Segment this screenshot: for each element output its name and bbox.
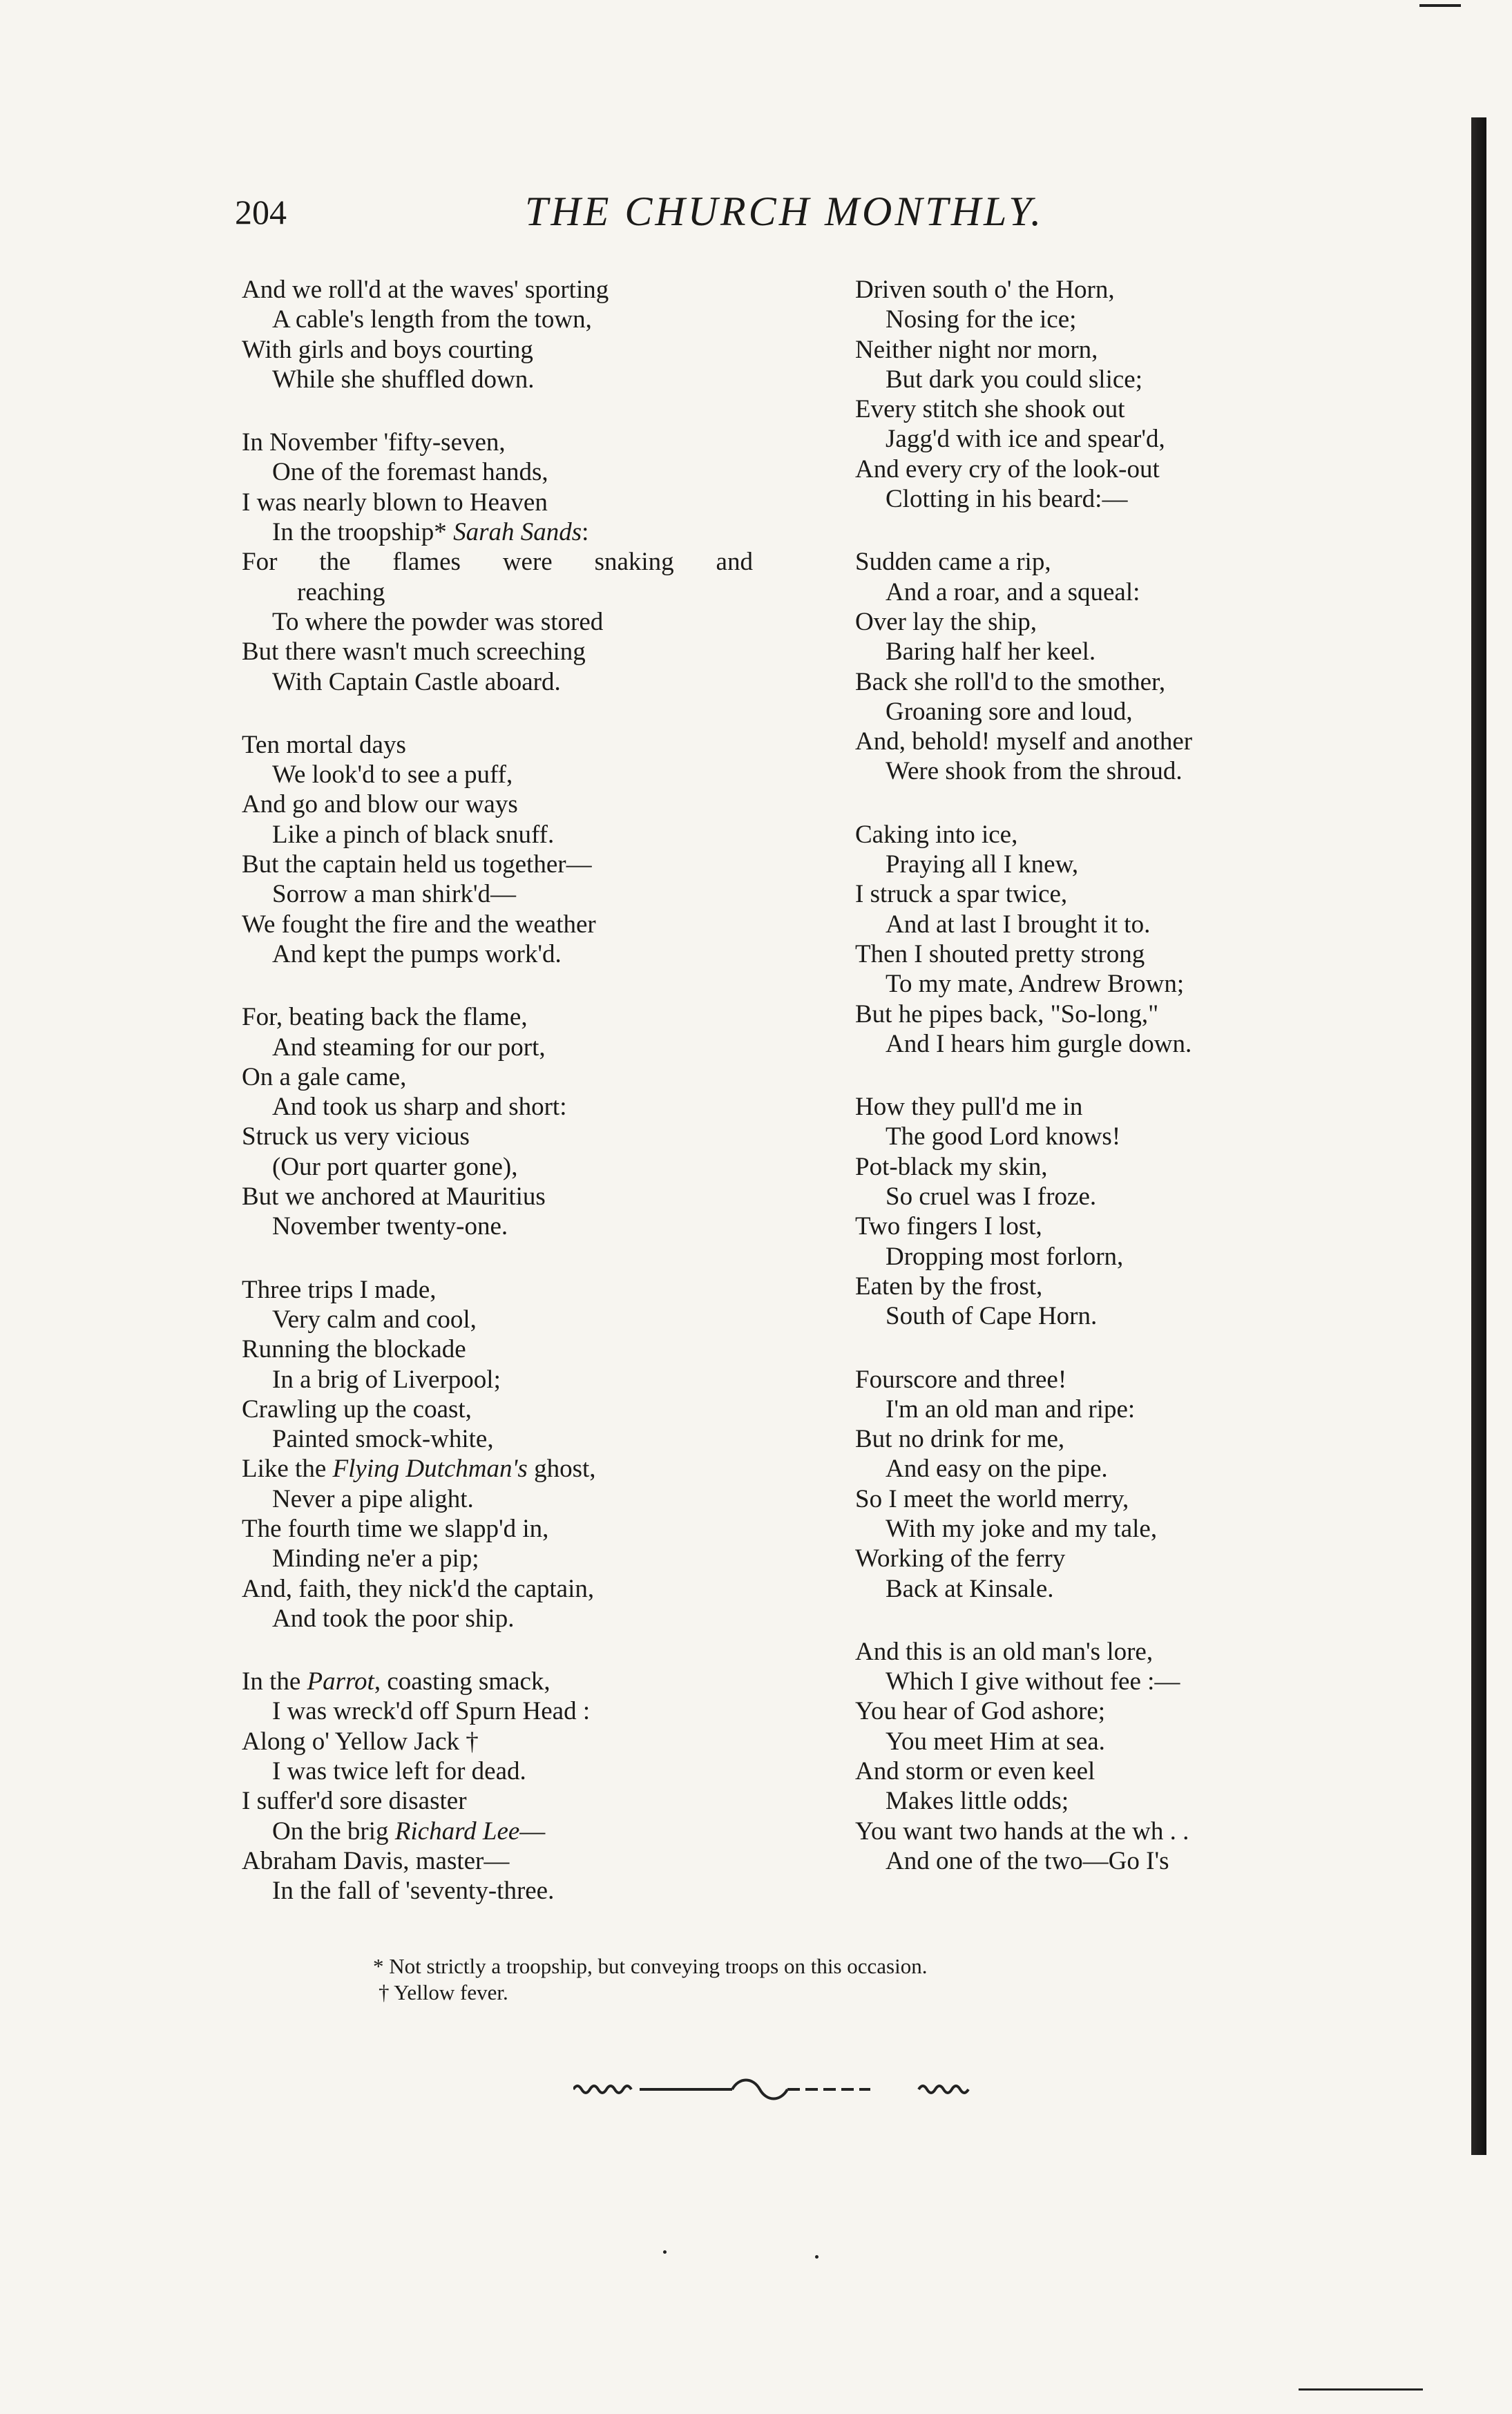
poem-line: You hear of God ashore; [855,1697,1106,1726]
edge-mark-dot [663,2250,667,2254]
poem-line: But he pipes back, "So-long," [855,999,1159,1028]
stanza [242,1002,781,1241]
stanza [242,275,781,394]
poem-line: The fourth time we slapp'd in, [242,1514,549,1543]
poem-line: We fought the fire and the weather [242,910,596,939]
poem-line: I suffer'd sore disaster [242,1787,467,1816]
stanza [242,428,781,697]
stanza [242,730,781,969]
ornament-divider [573,2076,974,2103]
poem-line: Abraham Davis, master— [242,1846,510,1875]
poem-line: So cruel was I froze. [886,1182,1097,1211]
poem-line: But the captain held us together— [242,850,592,879]
poem-line: But no drink for me, [855,1425,1065,1454]
poem-line: I was twice left for dead. [272,1757,526,1786]
poem-line: Eaten by the frost, [855,1272,1043,1301]
running-title: THE CHURCH MONTHLY. [525,189,1044,234]
poem-line: reaching [297,577,385,606]
poem-line: Crawling up the coast, [242,1395,472,1424]
footnotes [373,1953,927,2006]
poem-line: To my mate, Andrew Brown; [886,970,1185,999]
poem-line: But there wasn't much screeching [242,638,586,667]
poem-line: I'm an old man and ripe: [886,1395,1136,1424]
binding-shadow [1471,117,1486,2155]
poem-line: South of Cape Horn. [886,1302,1098,1331]
poem-line: And one of the two—Go I's [886,1846,1169,1875]
poem-line: Working of the ferry [855,1544,1066,1573]
stanza [855,1365,1352,1604]
poem-line: Two fingers I lost, [855,1212,1042,1241]
poem-line: Like a pinch of black snuff. [272,820,555,849]
poem-line: And a roar, and a squeal: [886,577,1140,606]
poem-line: And go and blow our ways [242,790,518,819]
poem-line: Sorrow a man shirk'd— [272,880,516,909]
poem-line: Over lay the ship, [855,607,1037,636]
poem-line: Three trips I made, [242,1275,437,1304]
poem-line: Baring half her keel. [886,638,1096,667]
poem-line: In a brig of Liverpool; [272,1365,501,1394]
poem-line: And we roll'd at the waves' sporting [242,276,609,304]
poem-line: And, behold! myself and another [855,727,1193,756]
poem-line: Driven south o' the Horn, [855,276,1115,304]
poem-line: Neither night nor morn, [855,335,1098,364]
poem-line: And every cry of the look-out [855,454,1160,483]
poem-line: Never a pipe alight. [272,1484,474,1513]
poem-line: While she shuffled down. [272,365,535,394]
edge-mark-dot [815,2255,819,2259]
poem-line: With girls and boys courting [242,335,533,364]
poem-line: I struck a spar twice, [855,880,1068,909]
poem-line: For, beating back the flame, [242,1003,528,1032]
poem-line: Painted smock-white, [272,1425,494,1454]
poem-line: I was nearly blown to Heaven [242,488,548,517]
poem-line: And storm or even keel [855,1757,1095,1786]
stanza [242,1667,781,1906]
poem-line: You meet Him at sea. [886,1727,1105,1756]
poem-line: How they pull'd me in [855,1093,1083,1122]
poem-line: And easy on the pipe. [886,1455,1108,1484]
stanza [855,1092,1352,1331]
stanza [855,1637,1352,1876]
poem-line: Makes little odds; [886,1787,1069,1816]
left-poem-column [242,275,781,1939]
poem-line: Caking into ice, [855,820,1018,849]
edge-mark-bottom [1299,2388,1423,2391]
poem-line: With my joke and my tale, [886,1514,1158,1543]
footnote-troopship: * Not strictly a troopship, but conveying troops on this occasion. [373,1954,928,1978]
poem-line: One of the foremast hands, [272,458,548,487]
poem-line: Minding ne'er a pip; [272,1544,479,1573]
poem-line: To where the powder was stored [272,607,604,636]
stanza [855,547,1352,786]
poem-line: Nosing for the ice; [886,305,1077,334]
poem-line: In November 'fifty-seven, [242,428,506,457]
poem-line: Jagg'd with ice and spear'd, [886,425,1165,454]
poem-line: In the Parrot, coasting smack, [242,1667,551,1696]
poem-line: And took us sharp and short: [272,1093,567,1122]
poem-line: But we anchored at Mauritius [242,1182,546,1211]
poem-line: Dropping most forlorn, [886,1242,1124,1271]
poem-line: In the fall of 'seventy-three. [272,1877,555,1906]
poem-line: Ten mortal days [242,730,406,759]
footnote-yellow-fever: † Yellow fever. [379,1980,508,2004]
poem-line: And, faith, they nick'd the captain, [242,1574,595,1603]
stanza [855,275,1352,514]
poem-line: And kept the pumps work'd. [272,939,562,968]
poem-line: Back she roll'd to the smother, [855,667,1166,696]
poem-line: Fourscore and three! [855,1365,1067,1394]
right-poem-column [855,275,1352,1909]
poem-line: In the troopship* Sarah Sands: [272,518,589,547]
poem-line: Along o' Yellow Jack † [242,1727,479,1756]
poem-line: Sudden came a rip, [855,548,1051,577]
poem-line: Were shook from the shroud. [886,757,1183,786]
poem-line: (Our port quarter gone), [272,1152,518,1181]
poem-line: Groaning sore and loud, [886,697,1133,726]
poem-line: With Captain Castle aboard. [272,667,561,696]
page-header [235,185,1285,247]
poem-line: Running the blockade [242,1335,466,1364]
poem-line: So I meet the world merry, [855,1484,1129,1513]
poem-line: Back at Kinsale. [886,1574,1054,1603]
poem-line: And at last I brought it to. [886,910,1151,939]
poem-line: Struck us very vicious [242,1122,470,1151]
poem-line: And took the poor ship. [272,1604,515,1633]
poem-line: On a gale came, [242,1062,407,1091]
poem-line: You want two hands at the wh . . [855,1817,1189,1846]
poem-line: For the flames were snaking and [242,548,753,577]
poem-line: Praying all I knew, [886,850,1079,879]
poem-line: The good Lord knows! [886,1122,1121,1151]
poem-line: Very calm and cool, [272,1305,477,1334]
page-number: 204 [235,193,287,231]
poem-line: And I hears him gurgle down. [886,1029,1192,1058]
poem-line: Every stitch she shook out [855,395,1125,424]
poem-line: And steaming for our port, [272,1033,546,1062]
poem-line: A cable's length from the town, [272,305,592,334]
stanza [855,820,1352,1059]
poem-line: Then I shouted pretty strong [855,939,1145,968]
poem-line: Pot-black my skin, [855,1152,1048,1181]
poem-line: I was wreck'd off Spurn Head : [272,1697,591,1726]
poem-line: We look'd to see a puff, [272,760,513,789]
stanza [242,1275,781,1634]
poem-line: And this is an old man's lore, [855,1637,1154,1666]
edge-mark-top [1419,4,1461,7]
poem-line: But dark you could slice; [886,365,1142,394]
poem-line: Which I give without fee :— [886,1667,1180,1696]
poem-line: On the brig Richard Lee— [272,1817,546,1846]
poem-line: Like the Flying Dutchman's ghost, [242,1455,596,1484]
poem-line: Clotting in his beard:— [886,485,1128,514]
poem-line: November twenty-one. [272,1212,508,1241]
